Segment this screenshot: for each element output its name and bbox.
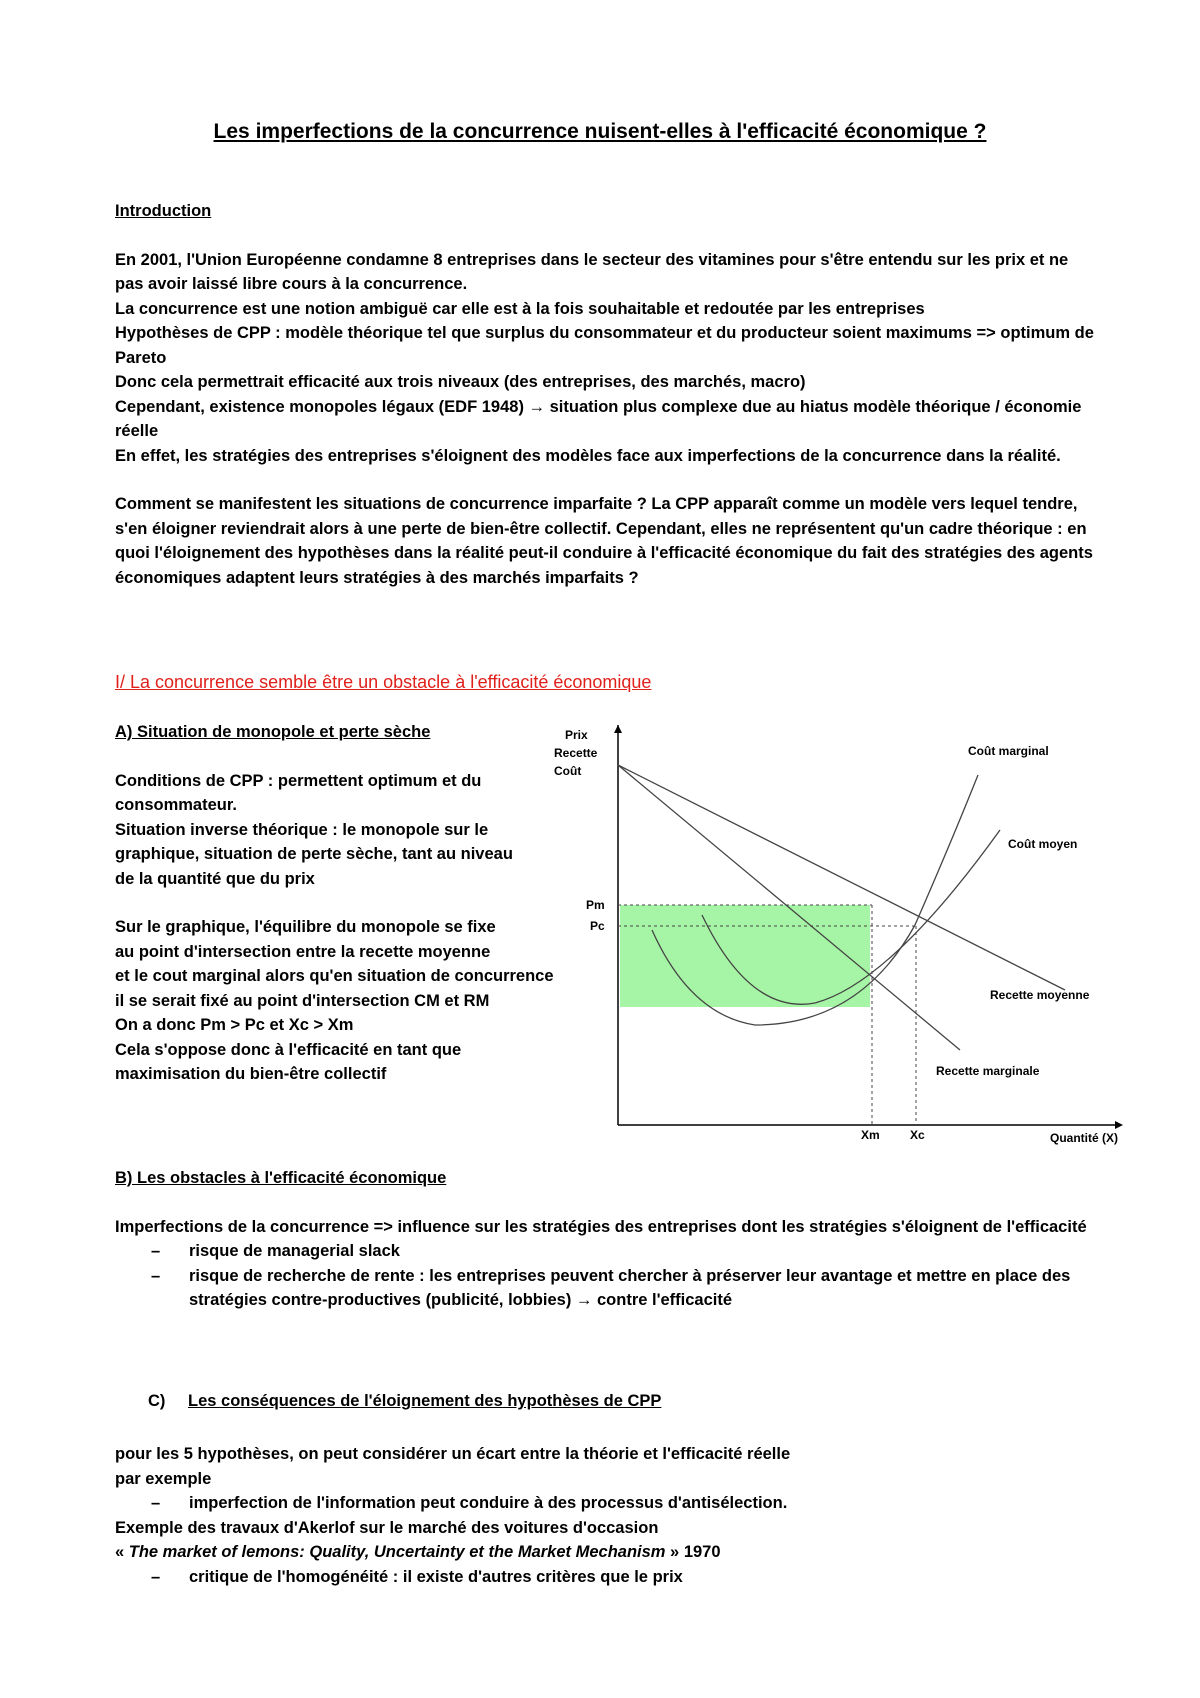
intro-paragraph-6: En effet, les stratégies des entreprises s'éloignent des modèles face aux imperfections de la concurrence dans la réalité. <box>115 446 1061 465</box>
y-axis-label: Prix <box>565 728 588 742</box>
section-c-heading: Les conséquences de l'éloignement des hypothèses de CPP <box>188 1392 662 1410</box>
akerlof-title: The market of lemons: Quality, Uncertainty et the Market Mechanism <box>128 1543 666 1561</box>
intro-paragraph-4: Donc cela permettrait efficacité aux trois niveaux (des entreprises, des marchés, macro) <box>115 373 806 391</box>
section-c-letter: C) <box>148 1392 166 1410</box>
intro-paragraph-2: La concurrence est une notion ambiguë car elle est à la fois souhaitable et redoutée par les entreprises <box>115 299 925 318</box>
dash-bullet: – <box>151 1494 161 1512</box>
y-axis-label: Coût <box>554 764 582 778</box>
section-a-line: maximisation du bien-être collectif <box>115 1065 387 1083</box>
section-a-line: Conditions de CPP : permettent optimum et du <box>115 771 482 790</box>
section-a-line: de la quantité que du prix <box>115 869 315 888</box>
dash-bullet: – <box>151 1266 161 1285</box>
quantity-label-xm: Xm <box>861 1128 880 1142</box>
price-label-pm: Pm <box>586 898 605 912</box>
dash-bullet: – <box>151 1242 161 1260</box>
section-c <box>115 1442 1095 1589</box>
list-item <box>115 1264 1095 1313</box>
series-label: Recette marginale <box>936 1064 1040 1078</box>
problematic-paragraph: Comment se manifestent les situations de concurrence imparfaite ? La CPP apparaît comme un modèle vers lequel tendre, s'en éloigner reviendrait alors à une perte de bien-être collectif. Cependant, elles ne représentent qu'un cadre théorique : en quoi l'éloignement des hypothèses dans la réalité peut-il conduire à l'efficacité économique du fait des stratégies des agents économiques adaptent leurs stratégies à des marchés imparfaits ? <box>115 495 1093 587</box>
intro-paragraph-1: En 2001, l'Union Européenne condamne 8 entreprises dans le secteur des vitamines pour s'être entendu sur les prix et ne pas avoir laissé libre cours à la concurrence. <box>115 250 1069 293</box>
price-label-pc: Pc <box>590 919 605 933</box>
x-axis-label: Quantité (X) <box>1050 1131 1118 1145</box>
dash-bullet: – <box>151 1567 161 1586</box>
list-item <box>115 1491 1095 1516</box>
quantity-label-xc: Xc <box>910 1128 925 1142</box>
y-axis-arrow <box>614 725 622 733</box>
list-item-text: risque de managerial slack <box>189 1242 400 1260</box>
section-a-line: au point d'intersection entre la recette moyenne <box>115 942 491 961</box>
deadweight-loss-area <box>620 905 870 1007</box>
series-label: Recette moyenne <box>990 988 1090 1002</box>
intro-section <box>115 199 1095 590</box>
section-c-line: pour les 5 hypothèses, on peut considérer un écart entre la théorie et l'efficacité réelle <box>115 1445 791 1463</box>
page-title: Les imperfections de la concurrence nuisent-elles à l'efficacité économique ? <box>213 120 987 143</box>
section-b-text: Imperfections de la concurrence => influence sur les stratégies des entreprises dont les stratégies s'éloignent de l'efficacité <box>115 1217 1087 1236</box>
section-a-heading: A) Situation de monopole et perte sèche <box>115 723 431 741</box>
intro-heading: Introduction <box>115 202 212 220</box>
list-item-text: risque de recherche de rente : les entreprises peuvent chercher à préserver leur avantage et mettre en place des stratégies contre-productives (publicité, lobbies) → contre l'efficacité <box>189 1266 1071 1309</box>
section-a-line: graphique, situation de perte sèche, tant au niveau <box>115 845 513 863</box>
series-label: Coût moyen <box>1008 837 1078 851</box>
akerlof-reference <box>115 1540 1095 1565</box>
monopoly-chart <box>554 715 1130 1155</box>
list-item-text: critique de l'homogénéité : il existe d'autres critères que le prix <box>189 1567 683 1586</box>
section-a-line: Situation inverse théorique : le monopole sur le <box>115 820 489 839</box>
section-a-line: Cela s'oppose donc à l'efficacité en tant que <box>115 1040 462 1059</box>
section-c-heading-row <box>148 1392 661 1411</box>
section-b <box>115 1166 1095 1313</box>
y-axis-label: Recette <box>554 746 598 760</box>
part1-heading: I/ La concurrence semble être un obstacle à l'efficacité économique <box>115 672 652 692</box>
section-c-line: par exemple <box>115 1469 212 1488</box>
section-c-line: Exemple des travaux d'Akerlof sur le marché des voitures d'occasion <box>115 1518 659 1537</box>
section-a-line: On a donc Pm > Pc et Xc > Xm <box>115 1016 354 1034</box>
section-a-line: Sur le graphique, l'équilibre du monopole se fixe <box>115 918 496 936</box>
intro-paragraph-5: Cependant, existence monopoles légaux (EDF 1948) → situation plus complexe due au hiatus modèle théorique / économie réelle <box>115 397 1082 440</box>
section-b-heading: B) Les obstacles à l'efficacité économique <box>115 1169 447 1187</box>
list-item <box>115 1565 1095 1590</box>
series-label: Coût marginal <box>968 744 1049 758</box>
quote-close-year: » 1970 <box>665 1543 721 1561</box>
list-item-text: imperfection de l'information peut conduire à des processus d'antisélection. <box>189 1494 788 1512</box>
section-a-line: il se serait fixé au point d'intersection CM et RM <box>115 991 490 1010</box>
list-item <box>115 1239 1095 1264</box>
section-a-line: et le cout marginal alors qu'en situation de concurrence <box>115 967 554 985</box>
section-a-line: consommateur. <box>115 796 237 814</box>
x-axis-arrow <box>1115 1121 1123 1129</box>
quote-mark: « <box>115 1543 129 1561</box>
section-a <box>115 720 585 1087</box>
intro-paragraph-3: Hypothèses de CPP : modèle théorique tel que surplus du consommateur et du producteur soient maximums => optimum de Pareto <box>115 324 1094 367</box>
